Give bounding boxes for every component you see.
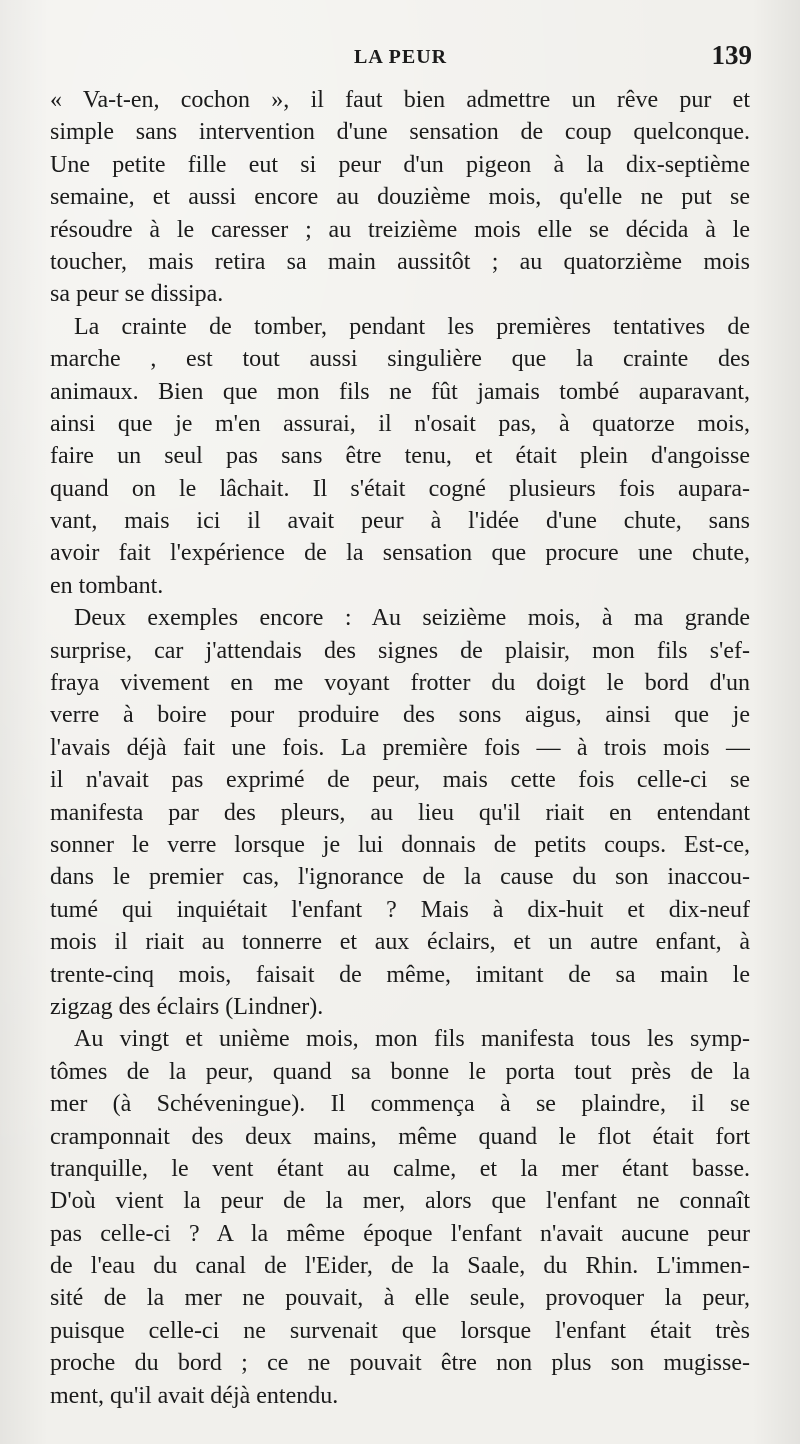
text-line: simple sans intervention d'une sensation de coup quelconque.: [50, 119, 750, 146]
text-line: Deux exemples encore : Au seizième mois, à ma grande: [74, 605, 750, 632]
text-line: verre à boire pour produire des sons aigus, ainsi que je: [50, 702, 750, 729]
text-line: en tombant.: [50, 572, 164, 599]
text-line: « Va-t-en, cochon », il faut bien admettre un rêve pur et: [50, 87, 750, 113]
text-line: tômes de la peur, quand sa bonne le porta tout près de la: [50, 1058, 750, 1085]
running-header: [0, 40, 800, 76]
text-line: zigzag des éclairs (Lindner).: [50, 993, 324, 1020]
text-line: tranquille, le vent étant au calme, et la mer étant basse.: [50, 1155, 750, 1182]
text-line: l'avais déjà fait une fois. La première fois — à trois mois —: [50, 734, 750, 761]
page-number: 139: [711, 40, 752, 70]
text-line: semaine, et aussi encore au douzième mois, qu'elle ne put se: [50, 184, 750, 211]
text-line: quand on le lâchait. Il s'était cogné plusieurs fois aupara-: [50, 475, 750, 502]
text-line: sa peur se dissipa.: [50, 281, 224, 308]
running-title: LA PEUR: [354, 46, 448, 68]
text-line: avoir fait l'expérience de la sensation que procure une chute,: [50, 540, 750, 567]
text-line: il n'avait pas exprimé de peur, mais cette fois celle-ci se: [50, 767, 750, 794]
text-line: toucher, mais retira sa main aussitôt ; au quatorzième mois: [50, 248, 750, 275]
text-line: Une petite fille eut si peur d'un pigeon à la dix-septième: [50, 151, 750, 178]
text-line: cramponnait des deux mains, même quand le flot était fort: [50, 1123, 750, 1150]
text-line: mois il riait au tonnerre et aux éclairs, et un autre enfant, à: [50, 929, 750, 956]
text-line: sonner le verre lorsque je lui donnais de petits coups. Est-ce,: [50, 831, 750, 858]
text-line: pas celle-ci ? A la même époque l'enfant n'avait aucune peur: [50, 1220, 750, 1247]
text-line: puisque celle-ci ne survenait que lorsque l'enfant était très: [50, 1317, 750, 1344]
text-line: ment, qu'il avait déjà entendu.: [50, 1382, 339, 1409]
text-line: ainsi que je m'en assurai, il n'osait pas, à quatorze mois,: [50, 410, 750, 437]
text-line: trente-cinq mois, faisait de même, imitant de sa main le: [50, 961, 750, 988]
text-line: marche , est tout aussi singulière que la crainte des: [50, 346, 750, 373]
text-line: vant, mais ici il avait peur à l'idée d'une chute, sans: [50, 508, 750, 535]
text-line: faire un seul pas sans être tenu, et était plein d'angoisse: [50, 443, 750, 470]
text-line: surprise, car j'attendais des signes de plaisir, mon fils s'ef-: [50, 637, 750, 664]
text-line: mer (à Schéveningue). Il commença à se plaindre, il se: [50, 1091, 750, 1118]
text-line: La crainte de tomber, pendant les premières tentatives de: [74, 313, 750, 340]
text-line: proche du bord ; ce ne pouvait être non plus son mugisse-: [50, 1350, 750, 1377]
text-line: sité de la mer ne pouvait, à elle seule, provoquer la peur,: [50, 1285, 750, 1312]
text-line: manifesta par des pleurs, au lieu qu'il riait en entendant: [50, 799, 750, 826]
text-line: D'où vient la peur de la mer, alors que l'enfant ne connaît: [50, 1188, 750, 1215]
text-line: dans le premier cas, l'ignorance de la cause du son inaccou-: [50, 864, 750, 891]
text-line: Au vingt et unième mois, mon fils manifesta tous les symp-: [74, 1026, 750, 1053]
body-text: [50, 84, 750, 1412]
text-line: fraya vivement en me voyant frotter du doigt le bord d'un: [50, 670, 750, 697]
text-line: résoudre à le caresser ; au treizième mois elle se décida à le: [50, 216, 750, 243]
text-line: tumé qui inquiétait l'enfant ? Mais à dix-huit et dix-neuf: [50, 896, 750, 923]
text-line: animaux. Bien que mon fils ne fût jamais tombé auparavant,: [50, 378, 750, 405]
text-line: de l'eau du canal de l'Eider, de la Saale, du Rhin. L'immen-: [50, 1253, 750, 1280]
